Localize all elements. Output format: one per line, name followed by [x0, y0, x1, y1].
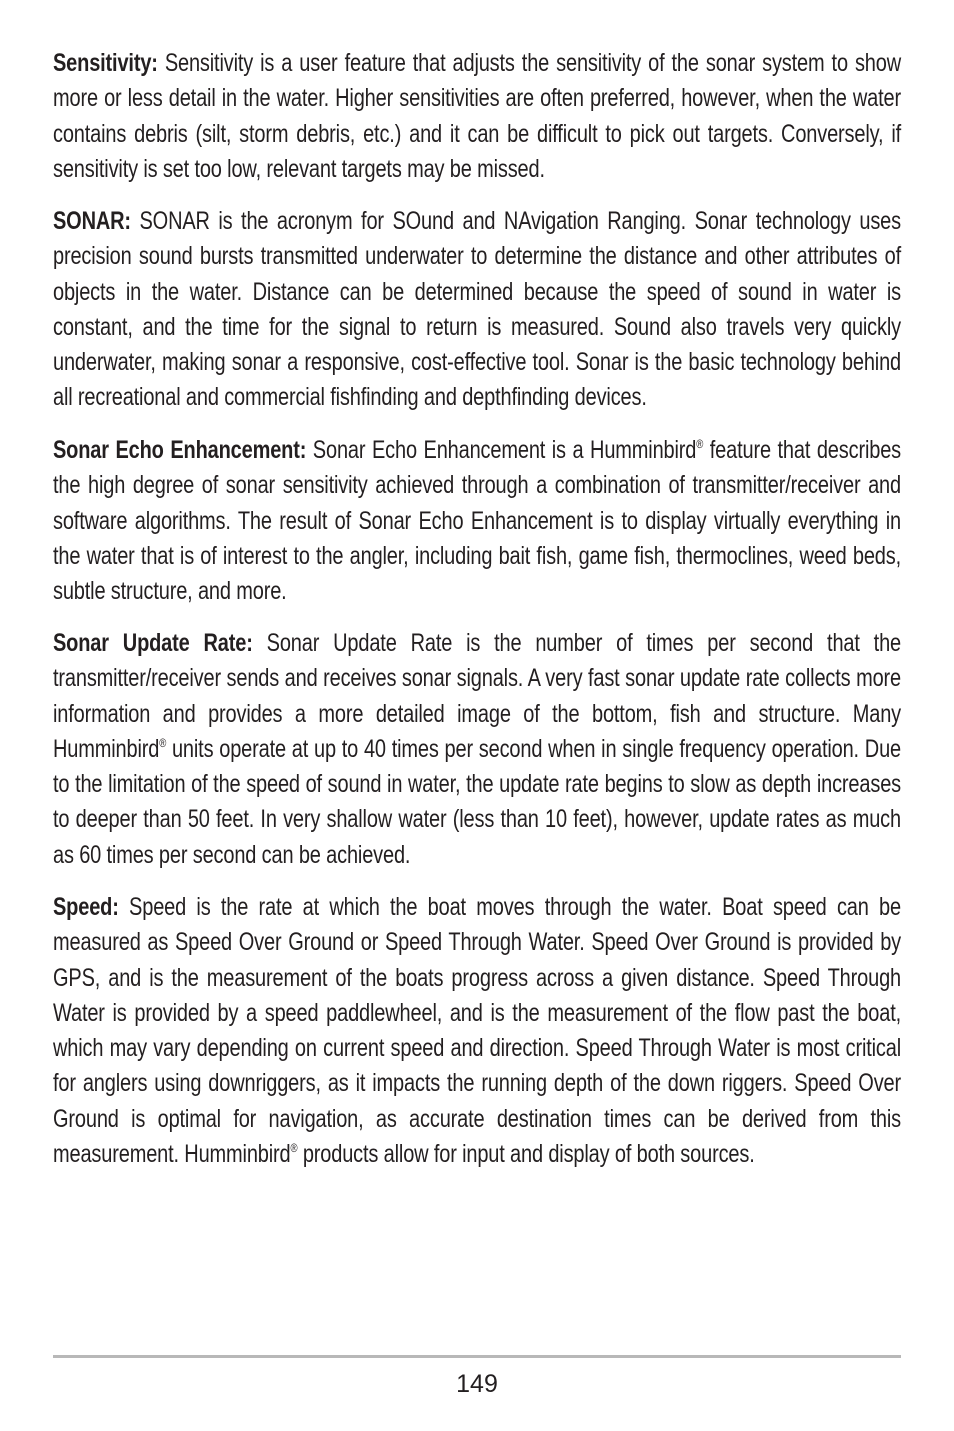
glossary-body [53, 46, 901, 1189]
entry-sonar-echo-enhancement-wrap [53, 433, 901, 609]
page-number: 149 [456, 1370, 498, 1398]
definition-sonar-echo-enhancement-part-1: Sonar Echo Enhancement is a Humminbird [306, 436, 697, 464]
definition-sonar-update-rate-part-2: units operate at up to 40 times per second when in single frequency operation. Due to the limitation of the speed of sound in water, the update rate begins to slow as depth increases to deeper than 50 feet. In very shallow water (less than 10 feet), however, update rates as much as 60 times per second can be achieved. [53, 734, 901, 869]
term-speed: Speed: [53, 893, 119, 921]
term-sonar: SONAR: [53, 207, 131, 235]
entry-speed-wrap [53, 890, 901, 1172]
registered-mark: ® [696, 437, 704, 451]
registered-mark: ® [290, 1141, 298, 1156]
definition-speed-part-1: Speed is the rate at which the boat moves through the water. Boat speed can be measured as Speed Over Ground or Speed Through Water. Speed Over Ground is provided by GPS, and is the measurement of the boats progress across a given distance. Speed Through Water is provided by a speed paddlewheel, and is the measurement of the flow past the boat, which may vary depending on current speed and direction. Speed Through Water is most critical for anglers using downriggers, as it impacts the running depth of the down riggers. Speed Over Ground is optimal for navigation, as accurate destination times can be derived from this measurement. Humminbird [53, 893, 902, 1169]
definition-speed-part-2: products allow for input and display of both sources. [297, 1140, 755, 1169]
term-sonar-echo-enhancement: Sonar Echo Enhancement: [53, 436, 307, 464]
term-sonar-update-rate: Sonar Update Rate: [53, 629, 253, 657]
entry-sensitivity-wrap [53, 46, 901, 187]
entry-sensitivity [53, 46, 901, 187]
entry-sonar-echo-enhancement [53, 433, 901, 609]
entry-sonar-wrap [53, 204, 901, 416]
footer-rule [53, 1355, 901, 1358]
definition-sonar-update-rate-part-1: Sonar Update Rate is the number of times per second that the transmitter/receiver sends and receives sonar signals. A very fast sonar update rate collects more information and provides a more detailed image of the bottom, fish and structure. Many Humminbird [53, 629, 902, 763]
entry-sonar-update-rate [53, 626, 901, 873]
registered-mark: ® [159, 735, 167, 750]
entry-sonar [53, 204, 901, 416]
definition-sonar: SONAR is the acronym for SOund and NAvigation Ranging. Sonar technology uses precision sound bursts transmitted underwater to determine the distance and other attributes of objects in the water. Distance can be determined because the speed of sound in water is constant, and the time for the signal to return is measured. Sound also travels very quickly underwater, making sonar a responsive, cost-effective tool. Sonar is the basic technology behind all recreational and commercial fishfinding and depthfinding devices. [53, 207, 901, 412]
term-sensitivity: Sensitivity: [53, 49, 158, 77]
definition-sensitivity: Sensitivity is a user feature that adjusts the sensitivity of the sonar system to show more or less detail in the water. Higher sensitivities are often preferred, however, when the water contains debris (silt, storm debris, etc.) and it can be difficult to pick out targets. Conversely, if sensitivity is set too low, relevant targets may be missed. [53, 49, 902, 183]
entry-sonar-update-rate-wrap [53, 626, 901, 873]
entry-speed [53, 890, 901, 1172]
definition-sonar-echo-enhancement-part-2: feature that describes the high degree of sonar sensitivity achieved through a combination of transmitter/receiver and software algorithms. The result of Sonar Echo Enhancement is to display virtually everything in the water that is of interest to the angler, including bait fish, game fish, thermoclines, weed beds, subtle structure, and more. [53, 436, 901, 606]
